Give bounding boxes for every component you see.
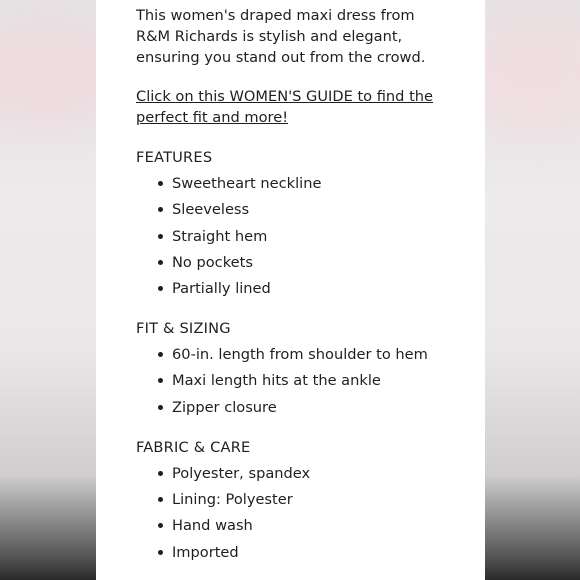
fabric-care-item: Imported	[158, 542, 473, 563]
fit-sizing-item: Zipper closure	[158, 397, 473, 418]
fit-sizing-list	[136, 344, 473, 418]
features-item: Sleeveless	[158, 199, 473, 220]
fabric-care-list	[136, 463, 473, 563]
womens-guide-link[interactable]: Click on this WOMEN'S GUIDE to find the perfect fit and more!	[136, 88, 434, 126]
features-item: No pockets	[158, 252, 473, 273]
features-item: Partially lined	[158, 278, 473, 299]
features-item: Straight hem	[158, 226, 473, 247]
fabric-care-item: Lining: Polyester	[158, 489, 473, 510]
features-section	[136, 147, 473, 299]
fit-sizing-section	[136, 318, 473, 418]
features-title: FEATURES	[136, 149, 213, 166]
fabric-care-title: FABRIC & CARE	[136, 438, 251, 456]
intro-text: This women's draped maxi dress from R&M Richards is stylish and elegant, ensuring you stand out from the crowd.	[136, 7, 426, 66]
fit-sizing-item: Maxi length hits at the ankle	[158, 370, 473, 391]
fit-sizing-title: FIT & SIZING	[136, 320, 231, 338]
product-description-card	[96, 0, 485, 580]
fabric-care-section	[136, 437, 473, 563]
features-item: Sweetheart neckline	[158, 173, 473, 194]
features-list	[136, 173, 473, 299]
fabric-care-item: Polyester, spandex	[158, 463, 473, 484]
fit-sizing-item: 60-in. length from shoulder to hem	[158, 344, 473, 365]
fabric-care-item: Hand wash	[158, 515, 473, 536]
